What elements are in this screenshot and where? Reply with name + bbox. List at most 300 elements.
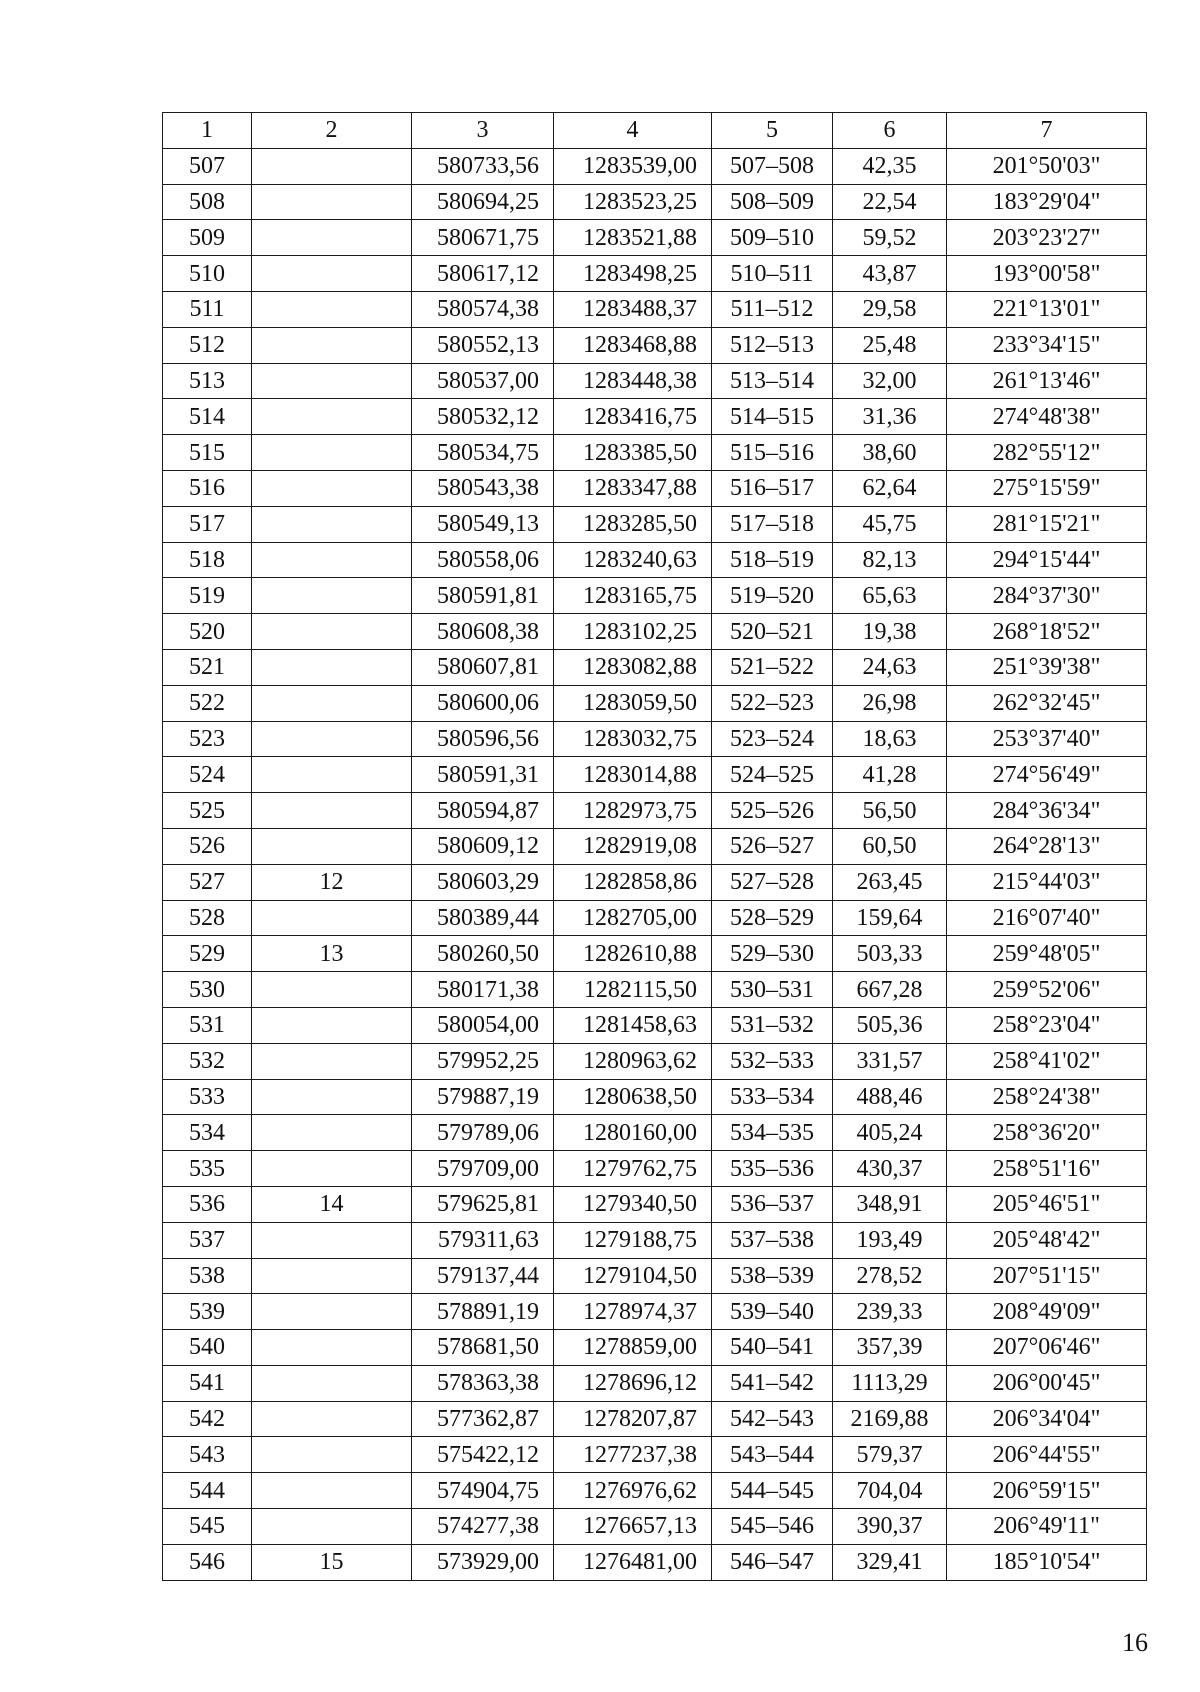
cell-segment: 531–532: [712, 1007, 833, 1043]
cell-point-number: 533: [163, 1079, 252, 1115]
cell-coordinate-y: 1276976,62: [554, 1473, 712, 1509]
cell-bearing: 206°59'15": [947, 1473, 1147, 1509]
cell-distance: 43,87: [833, 256, 947, 292]
cell-point-number: 518: [163, 542, 252, 578]
cell-segment: 524–525: [712, 757, 833, 793]
cell-section-number: [252, 614, 412, 650]
table-row: [163, 649, 1147, 685]
cell-section-number: [252, 1294, 412, 1330]
cell-bearing: 261°13'46": [947, 363, 1147, 399]
cell-section-number: [252, 1115, 412, 1151]
cell-coordinate-x: 574904,75: [412, 1473, 554, 1509]
cell-coordinate-y: 1283488,37: [554, 291, 712, 327]
cell-bearing: 262°32'45": [947, 685, 1147, 721]
cell-distance: 42,35: [833, 148, 947, 184]
table-row: [163, 1222, 1147, 1258]
cell-segment: 517–518: [712, 506, 833, 542]
table-row: [163, 864, 1147, 900]
cell-coordinate-y: 1283240,63: [554, 542, 712, 578]
cell-distance: 430,37: [833, 1151, 947, 1187]
cell-segment: 514–515: [712, 399, 833, 435]
cell-bearing: 284°37'30": [947, 578, 1147, 614]
cell-coordinate-x: 579887,19: [412, 1079, 554, 1115]
cell-coordinate-y: 1283082,88: [554, 649, 712, 685]
cell-distance: 193,49: [833, 1222, 947, 1258]
cell-section-number: [252, 363, 412, 399]
cell-point-number: 536: [163, 1186, 252, 1222]
cell-coordinate-x: 580534,75: [412, 435, 554, 471]
cell-segment: 535–536: [712, 1151, 833, 1187]
cell-distance: 60,50: [833, 828, 947, 864]
cell-distance: 45,75: [833, 506, 947, 542]
header-cell-2: 2: [252, 113, 412, 149]
cell-point-number: 538: [163, 1258, 252, 1294]
cell-segment: 533–534: [712, 1079, 833, 1115]
cell-point-number: 535: [163, 1151, 252, 1187]
cell-point-number: 525: [163, 793, 252, 829]
cell-coordinate-y: 1281458,63: [554, 1007, 712, 1043]
cell-section-number: 13: [252, 936, 412, 972]
cell-coordinate-y: 1280160,00: [554, 1115, 712, 1151]
cell-bearing: 207°06'46": [947, 1330, 1147, 1366]
cell-point-number: 532: [163, 1043, 252, 1079]
table-row: [163, 1509, 1147, 1545]
cell-point-number: 544: [163, 1473, 252, 1509]
cell-segment: 510–511: [712, 256, 833, 292]
cell-coordinate-y: 1283347,88: [554, 470, 712, 506]
cell-coordinate-x: 580171,38: [412, 972, 554, 1008]
cell-coordinate-y: 1283498,25: [554, 256, 712, 292]
cell-distance: 505,36: [833, 1007, 947, 1043]
cell-bearing: 251°39'38": [947, 649, 1147, 685]
cell-section-number: [252, 1330, 412, 1366]
cell-point-number: 521: [163, 649, 252, 685]
cell-bearing: 258°36'20": [947, 1115, 1147, 1151]
cell-point-number: 519: [163, 578, 252, 614]
cell-section-number: [252, 900, 412, 936]
cell-coordinate-x: 574277,38: [412, 1509, 554, 1545]
cell-bearing: 294°15'44": [947, 542, 1147, 578]
cell-coordinate-x: 578681,50: [412, 1330, 554, 1366]
cell-point-number: 512: [163, 327, 252, 363]
cell-segment: 541–542: [712, 1365, 833, 1401]
cell-section-number: [252, 1437, 412, 1473]
cell-coordinate-x: 580591,81: [412, 578, 554, 614]
cell-coordinate-x: 580608,38: [412, 614, 554, 650]
cell-section-number: [252, 721, 412, 757]
cell-coordinate-x: 580603,29: [412, 864, 554, 900]
cell-distance: 667,28: [833, 972, 947, 1008]
table-row: [163, 793, 1147, 829]
cell-bearing: 233°34'15": [947, 327, 1147, 363]
cell-segment: 545–546: [712, 1509, 833, 1545]
cell-bearing: 264°28'13": [947, 828, 1147, 864]
table-row: [163, 1437, 1147, 1473]
cell-bearing: 221°13'01": [947, 291, 1147, 327]
cell-section-number: [252, 1365, 412, 1401]
table-row: [163, 828, 1147, 864]
cell-section-number: [252, 578, 412, 614]
cell-coordinate-y: 1276481,00: [554, 1544, 712, 1580]
cell-point-number: 543: [163, 1437, 252, 1473]
cell-distance: 579,37: [833, 1437, 947, 1473]
cell-segment: 538–539: [712, 1258, 833, 1294]
cell-coordinate-y: 1279340,50: [554, 1186, 712, 1222]
cell-distance: 65,63: [833, 578, 947, 614]
cell-distance: 56,50: [833, 793, 947, 829]
table-row: [163, 542, 1147, 578]
table-row: [163, 291, 1147, 327]
cell-point-number: 514: [163, 399, 252, 435]
cell-distance: 32,00: [833, 363, 947, 399]
cell-segment: 507–508: [712, 148, 833, 184]
cell-section-number: [252, 1473, 412, 1509]
cell-bearing: 274°56'49": [947, 757, 1147, 793]
cell-coordinate-x: 579311,63: [412, 1222, 554, 1258]
cell-segment: 509–510: [712, 220, 833, 256]
cell-distance: 348,91: [833, 1186, 947, 1222]
cell-coordinate-x: 580537,00: [412, 363, 554, 399]
header-cell-6: 6: [833, 113, 947, 149]
cell-coordinate-y: 1279104,50: [554, 1258, 712, 1294]
cell-distance: 704,04: [833, 1473, 947, 1509]
table-row: [163, 1186, 1147, 1222]
cell-segment: 532–533: [712, 1043, 833, 1079]
cell-section-number: [252, 542, 412, 578]
cell-coordinate-y: 1283032,75: [554, 721, 712, 757]
cell-coordinate-y: 1282919,08: [554, 828, 712, 864]
cell-distance: 357,39: [833, 1330, 947, 1366]
cell-coordinate-y: 1283468,88: [554, 327, 712, 363]
cell-segment: 534–535: [712, 1115, 833, 1151]
cell-segment: 508–509: [712, 184, 833, 220]
cell-bearing: 281°15'21": [947, 506, 1147, 542]
cell-segment: 518–519: [712, 542, 833, 578]
cell-segment: 521–522: [712, 649, 833, 685]
cell-segment: 528–529: [712, 900, 833, 936]
table-row: [163, 220, 1147, 256]
cell-coordinate-y: 1276657,13: [554, 1509, 712, 1545]
cell-coordinate-x: 580600,06: [412, 685, 554, 721]
cell-coordinate-x: 579952,25: [412, 1043, 554, 1079]
cell-bearing: 258°24'38": [947, 1079, 1147, 1115]
cell-section-number: [252, 757, 412, 793]
cell-bearing: 183°29'04": [947, 184, 1147, 220]
cell-coordinate-y: 1282858,86: [554, 864, 712, 900]
cell-section-number: [252, 972, 412, 1008]
table-row: [163, 1294, 1147, 1330]
cell-segment: 515–516: [712, 435, 833, 471]
cell-coordinate-x: 580260,50: [412, 936, 554, 972]
cell-point-number: 526: [163, 828, 252, 864]
cell-distance: 503,33: [833, 936, 947, 972]
cell-coordinate-y: 1278207,87: [554, 1401, 712, 1437]
header-cell-5: 5: [712, 113, 833, 149]
cell-coordinate-y: 1278696,12: [554, 1365, 712, 1401]
cell-point-number: 522: [163, 685, 252, 721]
cell-distance: 278,52: [833, 1258, 947, 1294]
cell-coordinate-x: 580671,75: [412, 220, 554, 256]
cell-coordinate-x: 578363,38: [412, 1365, 554, 1401]
table-row: [163, 900, 1147, 936]
cell-coordinate-y: 1283448,38: [554, 363, 712, 399]
cell-bearing: 206°00'45": [947, 1365, 1147, 1401]
coordinates-table: [162, 112, 1147, 1581]
cell-section-number: [252, 327, 412, 363]
cell-distance: 390,37: [833, 1509, 947, 1545]
cell-point-number: 510: [163, 256, 252, 292]
cell-bearing: 282°55'12": [947, 435, 1147, 471]
cell-coordinate-y: 1280638,50: [554, 1079, 712, 1115]
cell-coordinate-x: 580591,31: [412, 757, 554, 793]
cell-coordinate-x: 580543,38: [412, 470, 554, 506]
cell-coordinate-x: 580532,12: [412, 399, 554, 435]
table-row: [163, 363, 1147, 399]
cell-coordinate-x: 575422,12: [412, 1437, 554, 1473]
table-row: [163, 399, 1147, 435]
table-row: [163, 1401, 1147, 1437]
cell-section-number: [252, 1401, 412, 1437]
cell-distance: 31,36: [833, 399, 947, 435]
cell-bearing: 284°36'34": [947, 793, 1147, 829]
cell-section-number: [252, 828, 412, 864]
cell-coordinate-y: 1283521,88: [554, 220, 712, 256]
table-row: [163, 1330, 1147, 1366]
cell-coordinate-y: 1283102,25: [554, 614, 712, 650]
cell-point-number: 508: [163, 184, 252, 220]
header-cell-4: 4: [554, 113, 712, 149]
header-row: [163, 113, 1147, 149]
cell-bearing: 208°49'09": [947, 1294, 1147, 1330]
table-row: [163, 1043, 1147, 1079]
cell-bearing: 205°46'51": [947, 1186, 1147, 1222]
cell-coordinate-x: 580733,56: [412, 148, 554, 184]
cell-coordinate-x: 580389,44: [412, 900, 554, 936]
cell-section-number: [252, 506, 412, 542]
cell-segment: 539–540: [712, 1294, 833, 1330]
table-row: [163, 936, 1147, 972]
cell-bearing: 268°18'52": [947, 614, 1147, 650]
cell-segment: 516–517: [712, 470, 833, 506]
cell-bearing: 206°44'55": [947, 1437, 1147, 1473]
cell-distance: 239,33: [833, 1294, 947, 1330]
cell-bearing: 205°48'42": [947, 1222, 1147, 1258]
cell-section-number: 12: [252, 864, 412, 900]
cell-segment: 542–543: [712, 1401, 833, 1437]
cell-bearing: 207°51'15": [947, 1258, 1147, 1294]
cell-distance: 41,28: [833, 757, 947, 793]
cell-segment: 544–545: [712, 1473, 833, 1509]
table-row: [163, 614, 1147, 650]
header-cell-7: 7: [947, 113, 1147, 149]
cell-coordinate-y: 1283285,50: [554, 506, 712, 542]
cell-segment: 543–544: [712, 1437, 833, 1473]
cell-point-number: 546: [163, 1544, 252, 1580]
cell-coordinate-x: 577362,87: [412, 1401, 554, 1437]
cell-coordinate-x: 580607,81: [412, 649, 554, 685]
cell-coordinate-y: 1282705,00: [554, 900, 712, 936]
cell-segment: 519–520: [712, 578, 833, 614]
cell-section-number: [252, 1151, 412, 1187]
cell-coordinate-y: 1283059,50: [554, 685, 712, 721]
page-number: 16: [1122, 1628, 1148, 1657]
cell-bearing: 274°48'38": [947, 399, 1147, 435]
table-row: [163, 1007, 1147, 1043]
cell-coordinate-x: 579137,44: [412, 1258, 554, 1294]
cell-bearing: 259°52'06": [947, 972, 1147, 1008]
cell-bearing: 203°23'27": [947, 220, 1147, 256]
cell-distance: 25,48: [833, 327, 947, 363]
cell-section-number: [252, 184, 412, 220]
cell-distance: 19,38: [833, 614, 947, 650]
cell-distance: 2169,88: [833, 1401, 947, 1437]
cell-coordinate-x: 580558,06: [412, 542, 554, 578]
cell-distance: 159,64: [833, 900, 947, 936]
cell-distance: 24,63: [833, 649, 947, 685]
cell-point-number: 528: [163, 900, 252, 936]
cell-coordinate-y: 1278859,00: [554, 1330, 712, 1366]
cell-coordinate-x: 579789,06: [412, 1115, 554, 1151]
cell-point-number: 523: [163, 721, 252, 757]
cell-section-number: [252, 685, 412, 721]
cell-bearing: 206°34'04": [947, 1401, 1147, 1437]
cell-segment: 527–528: [712, 864, 833, 900]
cell-section-number: [252, 1079, 412, 1115]
cell-coordinate-y: 1278974,37: [554, 1294, 712, 1330]
cell-coordinate-x: 573929,00: [412, 1544, 554, 1580]
table-row: [163, 327, 1147, 363]
cell-coordinate-x: 580594,87: [412, 793, 554, 829]
cell-bearing: 216°07'40": [947, 900, 1147, 936]
cell-section-number: 15: [252, 1544, 412, 1580]
cell-section-number: [252, 1258, 412, 1294]
cell-point-number: 520: [163, 614, 252, 650]
cell-distance: 329,41: [833, 1544, 947, 1580]
cell-section-number: [252, 1222, 412, 1258]
cell-point-number: 509: [163, 220, 252, 256]
cell-segment: 526–527: [712, 828, 833, 864]
table-row: [163, 1473, 1147, 1509]
header-cell-3: 3: [412, 113, 554, 149]
cell-coordinate-x: 580552,13: [412, 327, 554, 363]
cell-coordinate-x: 580609,12: [412, 828, 554, 864]
cell-section-number: [252, 1007, 412, 1043]
table-row: [163, 1544, 1147, 1580]
cell-distance: 488,46: [833, 1079, 947, 1115]
cell-distance: 26,98: [833, 685, 947, 721]
cell-distance: 82,13: [833, 542, 947, 578]
cell-point-number: 511: [163, 291, 252, 327]
cell-distance: 263,45: [833, 864, 947, 900]
cell-bearing: 259°48'05": [947, 936, 1147, 972]
table-row: [163, 1258, 1147, 1294]
cell-coordinate-x: 579709,00: [412, 1151, 554, 1187]
cell-section-number: [252, 435, 412, 471]
cell-bearing: 206°49'11": [947, 1509, 1147, 1545]
cell-coordinate-y: 1282973,75: [554, 793, 712, 829]
cell-segment: 540–541: [712, 1330, 833, 1366]
cell-section-number: [252, 470, 412, 506]
cell-bearing: 258°51'16": [947, 1151, 1147, 1187]
table-row: [163, 148, 1147, 184]
cell-segment: 530–531: [712, 972, 833, 1008]
cell-point-number: 541: [163, 1365, 252, 1401]
table-row: [163, 721, 1147, 757]
table-body: [163, 148, 1147, 1580]
table-row: [163, 1115, 1147, 1151]
table-row: [163, 1365, 1147, 1401]
cell-point-number: 527: [163, 864, 252, 900]
table-row: [163, 506, 1147, 542]
cell-bearing: 185°10'54": [947, 1544, 1147, 1580]
cell-point-number: 530: [163, 972, 252, 1008]
cell-segment: 546–547: [712, 1544, 833, 1580]
cell-point-number: 545: [163, 1509, 252, 1545]
cell-bearing: 253°37'40": [947, 721, 1147, 757]
cell-bearing: 258°23'04": [947, 1007, 1147, 1043]
cell-coordinate-y: 1283385,50: [554, 435, 712, 471]
cell-coordinate-x: 580694,25: [412, 184, 554, 220]
table-row: [163, 1079, 1147, 1115]
cell-distance: 62,64: [833, 470, 947, 506]
cell-section-number: [252, 148, 412, 184]
table-row: [163, 435, 1147, 471]
cell-section-number: [252, 1509, 412, 1545]
cell-point-number: 516: [163, 470, 252, 506]
cell-coordinate-x: 580617,12: [412, 256, 554, 292]
cell-point-number: 534: [163, 1115, 252, 1151]
cell-coordinate-y: 1283416,75: [554, 399, 712, 435]
cell-coordinate-x: 580574,38: [412, 291, 554, 327]
cell-point-number: 524: [163, 757, 252, 793]
cell-coordinate-y: 1283523,25: [554, 184, 712, 220]
cell-segment: 536–537: [712, 1186, 833, 1222]
cell-segment: 522–523: [712, 685, 833, 721]
cell-coordinate-y: 1283165,75: [554, 578, 712, 614]
table-row: [163, 685, 1147, 721]
cell-segment: 520–521: [712, 614, 833, 650]
cell-coordinate-y: 1279188,75: [554, 1222, 712, 1258]
cell-coordinate-x: 580054,00: [412, 1007, 554, 1043]
cell-segment: 523–524: [712, 721, 833, 757]
cell-segment: 529–530: [712, 936, 833, 972]
cell-point-number: 542: [163, 1401, 252, 1437]
cell-coordinate-x: 580596,56: [412, 721, 554, 757]
cell-coordinate-x: 578891,19: [412, 1294, 554, 1330]
cell-point-number: 513: [163, 363, 252, 399]
cell-coordinate-y: 1282115,50: [554, 972, 712, 1008]
cell-point-number: 537: [163, 1222, 252, 1258]
cell-point-number: 507: [163, 148, 252, 184]
cell-segment: 525–526: [712, 793, 833, 829]
cell-point-number: 540: [163, 1330, 252, 1366]
cell-coordinate-y: 1279762,75: [554, 1151, 712, 1187]
cell-segment: 511–512: [712, 291, 833, 327]
cell-bearing: 193°00'58": [947, 256, 1147, 292]
cell-section-number: [252, 1043, 412, 1079]
cell-distance: 59,52: [833, 220, 947, 256]
table-row: [163, 1151, 1147, 1187]
cell-distance: 18,63: [833, 721, 947, 757]
cell-bearing: 215°44'03": [947, 864, 1147, 900]
cell-segment: 537–538: [712, 1222, 833, 1258]
table-row: [163, 470, 1147, 506]
table-row: [163, 757, 1147, 793]
table-row: [163, 184, 1147, 220]
cell-point-number: 517: [163, 506, 252, 542]
cell-section-number: 14: [252, 1186, 412, 1222]
cell-section-number: [252, 649, 412, 685]
